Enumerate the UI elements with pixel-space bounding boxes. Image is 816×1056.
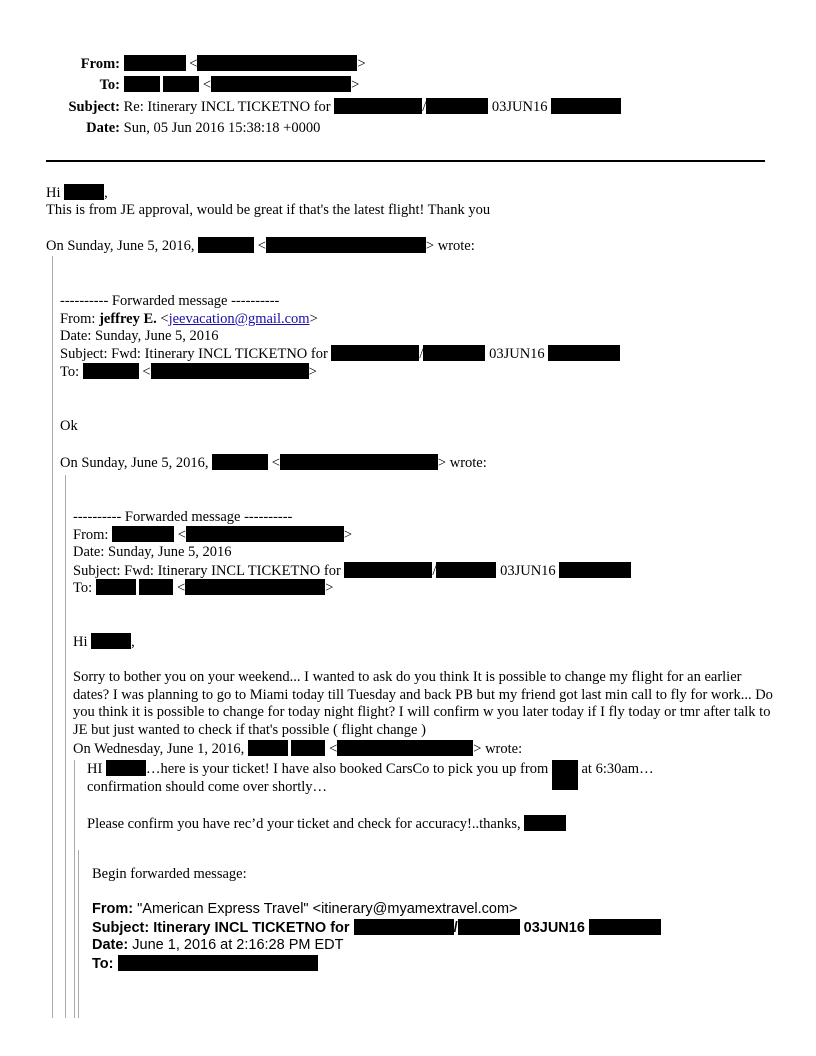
redaction [212,454,268,470]
redaction [331,345,419,361]
inner-begin: Begin forwarded message: [92,866,247,882]
fwd1-from: From: jeffrey E. <jeevacation@gmail.com> [60,311,318,327]
reply-greeting: Hi , [46,185,108,201]
inner-confirm: Please confirm you have rec’d your ticket and check for accuracy!..thanks, [87,815,566,833]
redaction [118,955,318,971]
redaction [139,579,173,595]
redaction [91,633,131,649]
redaction [248,740,288,756]
to-label: To: [99,77,120,93]
quote-bar [78,850,79,1018]
redaction [106,760,146,776]
redaction [524,815,566,831]
redaction [334,98,422,114]
fwd2-body: Sorry to bother you on your weekend... I wanted to ask do you think It is possible to change my flight for an earlier dates? I was planning to go to Miami today till Tuesday and back PB but my friend got last min call to fly for work... Do you think it is possible to change for today night flight? I will confirm w you later today if I fly today or tmr after talk to JE but just wanted to check if that's possible ( flight change ) [73,669,773,738]
redaction [124,76,160,92]
fwd1-to: To: < > [60,364,317,380]
fwd2-to: To: < > [73,580,334,596]
inner-subject: Subject: Itinerary INCL TICKETNO for / 03JUN16 [92,919,661,937]
redaction [426,98,488,114]
date-value: Sun, 05 Jun 2016 15:38:18 +0000 [123,120,321,136]
redaction [124,55,186,71]
inner-date: Date: June 1, 2016 at 2:16:28 PM EDT [92,937,344,953]
redaction [552,760,578,790]
from-label: From: [80,56,120,72]
quote-bar [74,760,75,1018]
date-label: Date: [86,120,120,136]
redaction [551,98,621,114]
fwd1-date: Date: Sunday, June 5, 2016 [60,328,219,344]
redaction [458,919,520,935]
quote-bar [52,256,53,1018]
redaction [186,526,344,542]
redaction [266,237,426,253]
redaction [589,919,661,935]
fwd2-date: Date: Sunday, June 5, 2016 [73,544,232,560]
redaction [423,345,485,361]
subject-text: Re: Itinerary INCL TICKETNO for [123,99,331,115]
inner-to: To: [92,955,318,973]
fwd1-body: Ok [60,418,78,434]
sender-name: jeffrey E. [99,311,157,327]
fwd1-divider: ---------- Forwarded message ---------- [60,293,280,309]
header-subject: Subject: Re: Itinerary INCL TICKETNO for / 03JUN16 [0,98,621,116]
fwd2-attribution: On Wednesday, June 1, 2016, < > wrote: [73,741,523,757]
fwd1-attribution: On Sunday, June 5, 2016, < > wrote: [60,455,487,471]
inner-from-value: "American Express Travel" <itinerary@myamextravel.com> [137,901,518,917]
redaction [354,919,454,935]
fwd2-divider: ---------- Forwarded message ---------- [73,509,293,525]
fwd2-greeting: Hi , [73,634,135,650]
redaction [280,454,438,470]
redaction [83,363,139,379]
redaction [64,184,104,200]
redaction [291,740,325,756]
redaction [185,579,325,595]
header-to: To: < > [0,76,359,94]
redaction [436,562,496,578]
fwd2-from: From: < > [73,527,353,543]
inner-line1: HI …here is your ticket! I have also booked CarsCo to pick you up from at 6:30am… [87,760,654,790]
header-from: From: < > [0,55,366,73]
redaction [337,740,473,756]
redaction [559,562,631,578]
redaction [548,345,620,361]
redaction [163,76,199,92]
redaction [344,562,432,578]
inner-from-label: From: [92,901,134,917]
redaction [96,579,136,595]
redaction [197,55,357,71]
redaction [151,363,309,379]
quote-bar [65,475,66,1018]
sender-email-link[interactable]: jeevacation@gmail.com [168,311,310,327]
subject-label: Subject: [68,99,120,115]
reply-attribution: On Sunday, June 5, 2016, < > wrote: [46,238,475,254]
fwd2-subject: Subject: Fwd: Itinerary INCL TICKETNO for / 03JUN16 [73,562,631,580]
header-date [0,120,320,137]
reply-line: This is from JE approval, would be great if that's the latest flight! Thank you [46,202,491,218]
redaction [211,76,351,92]
redaction [198,237,254,253]
inner-line2: confirmation should come over shortly… [87,779,328,795]
inner-from [92,901,518,918]
fwd1-subject: Subject: Fwd: Itinerary INCL TICKETNO for / 03JUN16 [60,345,620,363]
redaction [112,526,174,542]
header-divider [46,160,765,162]
